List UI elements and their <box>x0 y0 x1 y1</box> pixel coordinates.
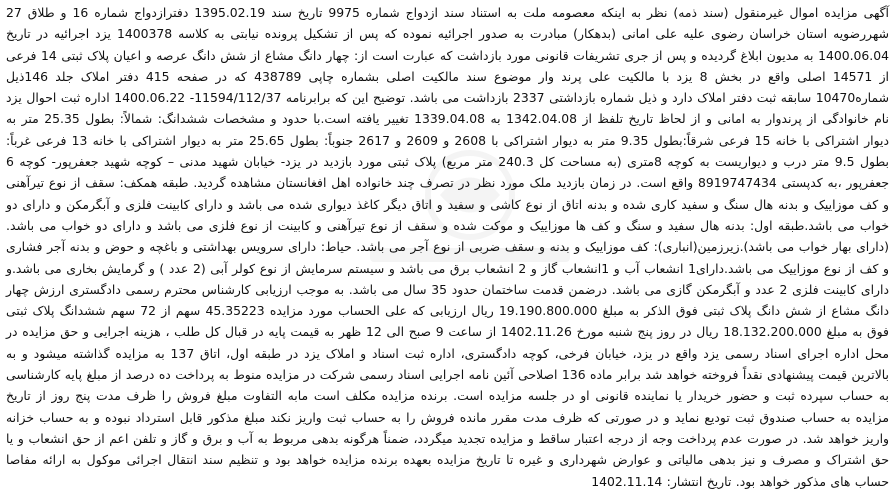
auction-notice-text: آگهی مزایده اموال غیرمنقول (سند ذمه) نظر به اینکه معصومه ملت به استناد سند ازدواج شماره 9975 تاریخ سند 1395.02.19 دفترازدواج شماره 16 و طلاق 27 شهررضویه استان خراسان رضوی علیه علی امانی (بدهکار) مبادرت به صدور اجرائیه نموده که پس از تشکیل پرونده نیابتی به کلاسه 1400378 یزد اجرائیه در تاریخ 1400.06.04 به مدیون ابلاغ گردیده و پس از جری تشریفات قانونی مورد بازداشت که عبارت است از: چهار دانگ مشاع از شش دانگ عرصه و اعیان پلاک ثبتی 14 فرعی از 14571 اصلی واقع در بخش 8 یزد با مالکیت علی پرند وار موضوع سند مالکیت اصلی بشماره چاپی 438789 که در صفحه 415 دفتر املاک جلد 146ذیل شماره10470 سابقه ثبت دفتر املاک دارد و ذیل شماره بازداشتی 2337 بازداشت می باشد. توضیح این که برابرنامه 11594/112/37- 1400.06.22 اداره ثبت احوال یزد نام خانوادگی از پرندوار به امانی و از لحاظ تاریخ تلفظ از 1342.04.08 به 1339.04.08 تغییر یافته است.با حدود و مشخصات ششدانگ: شمالاً: بطول 25.35 متر به دیوار اشتراکی با خانه 15 فرعی شرقاً:بطول 9.35 متر به دیوار اشتراکی با 2608 و 2609 و 2617 جنوباً: بطول 25.65 متر به دیوار اشتراکی با خانه 13 فرعی غرباً: بطول 9.5 متر درب و دیواریست به کوچه 8متری (به مساحت کل 240.3 متر مربع) پلاک ثبتی مورد بازدید در یزد- خیابان شهید مدنی – کوچه شهید جعفرپور- کوچه 6 جعفرپور ،به کدپستی 8919747434 واقع است. در زمان بازدید ملک مورد نظر در تصرف چند خانواده اهل افغانستان مشاهده گردید. طبقه همکف: سقف از نوع تیرآهنی و کف موزاییک و بدنه هال سنگ و سفید کاری شده و بدنه اتاق از نوع کاشی و سفید و اتاق دیگر کاغذ دیواری شده می باشد و دارای کابینت فلزی و آبگرمکن و دارای دو خواب می باشد.طبقه اول: بدنه هال سفید و سنگ و کف ها موزاییک و موکت شده و سقف از نوع تیرآهنی و کابینت از نوع فلزی می باشد و دارای دو خواب می باشد.(دارای بهار خواب می باشد).زیرزمین(انباری): کف موزاییک و بدنه و سقف ضربی از نوع آجر می باشد. حیاط: دارای سرویس بهداشتی و باغچه و حوض و بدنه آجر فشاری و کف از نوع موزاییک می باشد.دارای1 انشعاب آب و 1انشعاب گاز و 2 انشعاب برق می باشد و سیستم سرمایش از نوع کولر آبی (2 عدد ) و گرمایش بخاری می باشد.و دارای کابینت فلزی 2 عدد و آبگرمکن گازی می باشد. درضمن قدمت ساختمان حدود 35 سال می باشد. به موجب ارزیابی کارشناس محترم رسمی دادگستری ارزش چهار دانگ مشاع از شش دانگ پلاک ثبتی فوق الذکر به مبلغ 19.190.800.000 ریال ارزیابی که علی الحساب مورد مزایده 45.35223 سهم از 72 سهم ششدانگ پلاک ثبتی فوق به مبلغ 18.132.200.000 ریال در روز پنج شنبه مورخ 1402.11.26 از ساعت 9 صبح الی 12 ظهر به قیمت پایه در قبال کل طلب ، هزینه اجرایی و حق مزایده در محل اداره اجرای اسناد رسمی یزد واقع در یزد، خیابان فرخی، کوچه دادگستری، اداره ثبت اسناد و املاک یزد در طبقه اول، اتاق 137 به مزایده گذاشته میشود و به بالاترین قیمت پیشنهادی نقداً فروخته خواهد شد برابر ماده 136 اصلاحی آئین نامه اجرایی اسناد رسمی شرکت در مزایده منوط به پرداخت ده درصد از مبلغ پایه کارشناسی به حساب سپرده ثبت و حضور خریدار یا نماینده قانونی او در جلسه مزایده است. برنده مزایده مکلف است مابه التفاوت مبلغ فروش را ظرف مدت پنج روز از تاریخ مزایده به حساب صندوق ثبت تودیع نماید و در صورتی که ظرف مدت مقرر مانده فروش را به حساب ثبت واریز نکند مبلغ مذکور قابل استرداد نبوده و به حساب خزانه واریز خواهد شد. در صورت عدم پرداخت وجه از درجه اعتبار ساقط و مزایده تجدید میگردد، ضمناً هرگونه بدهی مربوط به آب و برق و گاز و تلفن اعم از حق انشعاب و یا حق اشتراک و مصرف و نیز بدهی مالیاتی و عوارض شهرداری و غیره تا تاریخ مزایده بعهده برنده مزایده خواهد بود و تنظیم سند انتقال اجرائی موکول به ارائه مفاصا حساب های مذکور خواهد بود. تاریخ انتشار: 1402.11.14 <box>6 5 890 489</box>
